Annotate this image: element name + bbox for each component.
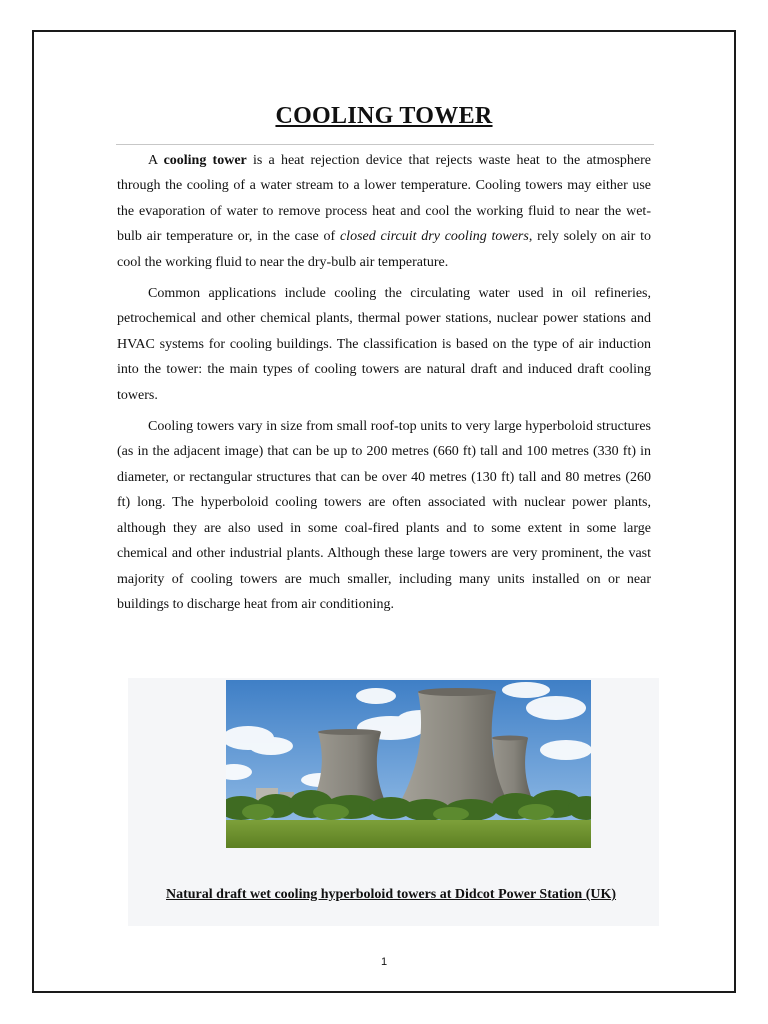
paragraph-definition bbox=[117, 148, 651, 275]
cooling-towers-photo bbox=[226, 680, 591, 848]
term-closed-circuit: closed circuit dry cooling towers bbox=[339, 229, 529, 245]
text-run: , rely solely on air to cool the working fluid to near the dry-bulb air temperature. bbox=[117, 229, 651, 270]
figure-caption bbox=[135, 882, 651, 907]
figure bbox=[128, 678, 659, 926]
figure-caption-text: Natural draft wet cooling hyperboloid towers at Didcot Power Station (UK) bbox=[166, 887, 617, 902]
text-run: is a heat rejection device that rejects waste heat to the atmosphere through the cooling of a water stream to a lower temperature. Cooling towers may either use the evaporation of water to remove process heat and cool the working fluid to near the wet-bulb air temperature or, in the case of bbox=[117, 153, 651, 245]
page-number: 1 bbox=[380, 956, 388, 968]
paragraph-sizes bbox=[117, 414, 651, 617]
body-text bbox=[117, 148, 651, 623]
text-run: A bbox=[148, 153, 164, 168]
title-divider bbox=[116, 144, 654, 145]
page-title: COOLING TOWER bbox=[275, 103, 493, 130]
paragraph-applications bbox=[117, 281, 651, 408]
text-run: Cooling towers vary in size from small roof-top units to very large hyperboloid structures (as in the adjacent image) that can be up to 200 metres (660 ft) tall and 100 metres (330 ft) in diameter, or rectangular structures that can be over 40 metres (130 ft) tall and 80 metres (260 ft) long. The hyperboloid cooling towers are often associated with nuclear power plants, although they are also used in some coal-fired plants and to some extent in some large chemical and other industrial plants. Although these large towers are very prominent, the vast majority of cooling towers are much smaller, including many units installed on or near buildings to discharge heat from air conditioning. bbox=[117, 419, 651, 612]
term-cooling-tower: cooling tower bbox=[163, 153, 247, 168]
text-run: Common applications include cooling the circulating water used in oil refineries, petrochemical and other chemical plants, thermal power stations, nuclear power stations and HVAC systems for cooling buildings. The classification is based on the type of air induction into the tower: the main types of cooling towers are natural draft and induced draft cooling towers. bbox=[117, 286, 651, 403]
